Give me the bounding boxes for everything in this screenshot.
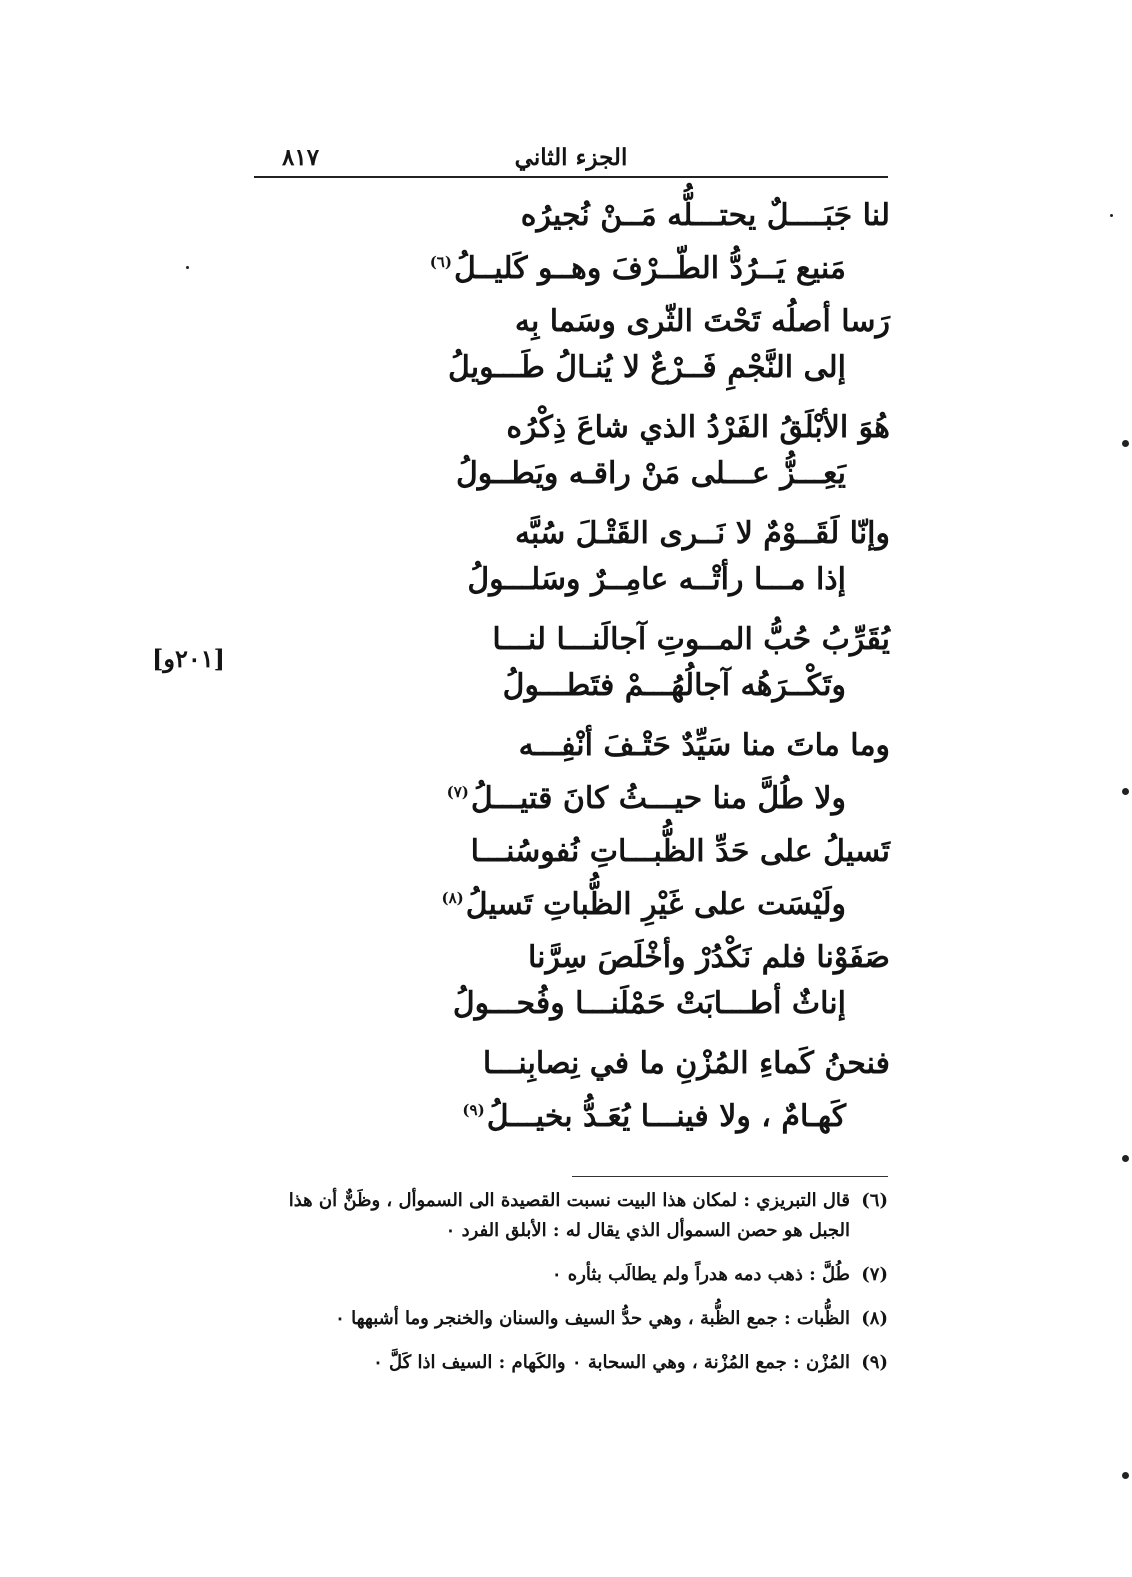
page-header <box>254 140 888 176</box>
second-hemistich <box>447 772 846 819</box>
footnote-text: الظُّبات : جمع الظُّبة ، وهي حدُّ السيف والسنان والخنجر وما أشبهها ٠ <box>335 1308 850 1329</box>
hemistich-text: إلى النَّجْمِ فَــرْعٌ لا يُنـالُ طَـــويلُ <box>448 350 846 385</box>
hemistich-text: إناثٌ أطـــابَتْ حَمْلَنـــا وفُحـــولُ <box>452 986 846 1021</box>
footnote-number: (٧) <box>861 1264 888 1285</box>
scan-speck <box>1110 214 1113 217</box>
hemistich-text: مَنيع يَــرُدُّ الطّــرْفَ وهــو كَليــلُ <box>453 251 846 286</box>
footnote-rule <box>572 1176 888 1177</box>
verse <box>250 932 890 1038</box>
footnote-number: (٦) <box>861 1190 888 1211</box>
first-hemistich: لنا جَبَــــلٌ يحتـــلُّه مَــنْ نُجيرُه <box>520 198 890 233</box>
verse <box>250 402 890 508</box>
second-hemistich <box>453 984 846 1024</box>
verse <box>250 614 890 720</box>
footnote <box>250 1348 888 1378</box>
scan-speck <box>1122 1472 1129 1479</box>
margin-note: [٢٠١و] <box>152 644 225 673</box>
verse <box>250 826 890 932</box>
footnote-number: (٨) <box>861 1308 888 1329</box>
footnote <box>250 1304 888 1334</box>
hemistich-text: كَهـامٌ ، ولا فينـــا يُعَـدُّ بخيـــلُ <box>486 1099 846 1134</box>
first-hemistich: فنحنُ كَماءِ المُزْنِ ما في نِصابِنـــا <box>482 1046 890 1081</box>
footnote-text: المُزْن : جمع المُزْنة ، وهي السحابة ٠ والكَهام : السيف اذا كَلَّ ٠ <box>373 1352 850 1373</box>
poem <box>250 190 890 1144</box>
first-hemistich: هُوَ الأبْلَقُ الفَرْدُ الذي شاعَ ذِكْرُه <box>506 410 890 445</box>
verse <box>250 720 890 826</box>
hemistich-text: إذا مـــا رأتْــه عامِــرٌ وسَلـــولُ <box>467 562 846 597</box>
first-hemistich: يُقَرِّبُ حُبُّ المــوتِ آجالَنـــا لنـــا <box>492 622 890 657</box>
first-hemistich: صَفَوْنا فلم نَكْدُرْ وأخْلَصَ سِرَّنا <box>527 940 890 975</box>
first-hemistich: رَسا أصلُه تَحْتَ الثّرى وسَما بِه <box>514 304 890 339</box>
second-hemistich <box>467 560 846 600</box>
footnote-ref: (٧) <box>446 783 469 801</box>
scan-speck <box>186 266 189 269</box>
footnote-text: قال التبريزي : لمكان هذا البيت نسبت القصيدة الى السموأل ، وظَنٌّ أن هذا الجبل هو حصن السموأل الذي يقال له : الأبلق الفرد ٠ <box>288 1190 850 1241</box>
scan-speck <box>1122 440 1129 447</box>
verse <box>250 190 890 296</box>
scan-speck <box>1122 1155 1129 1162</box>
footnote-ref: (٦) <box>429 253 452 271</box>
hemistich-text: ولا طُلَّ منا حيـــثُ كانَ قتيـــلُ <box>470 781 846 816</box>
first-hemistich: وإنّا لَقَــوْمٌ لا نَــرى القَتْـلَ سُبَّه <box>514 516 890 551</box>
page-number: ٨١٧ <box>282 144 320 171</box>
second-hemistich <box>462 1090 846 1137</box>
hemistich-text: يَعِـــزُّ عـــلى مَنْ راقـه ويَطــولُ <box>456 456 846 491</box>
footnote-ref: (٩) <box>462 1101 485 1119</box>
verse <box>250 296 890 402</box>
footnote <box>250 1186 888 1246</box>
second-hemistich <box>456 454 846 494</box>
footnote-text: طُلَّ : ذهب دمه هدراً ولم يطالَب بثأره ٠ <box>551 1264 850 1285</box>
second-hemistich <box>430 242 846 289</box>
footnotes <box>250 1186 888 1392</box>
first-hemistich: وما ماتَ منا سَيِّدٌ حَتْـفَ أنْفِـــه <box>518 728 890 763</box>
footnote-number: (٩) <box>861 1352 888 1373</box>
hemistich-text: وتَكْــرَهُه آجالُهُـــمْ فتَطـــولُ <box>502 668 846 703</box>
footnote <box>250 1260 888 1290</box>
second-hemistich <box>448 348 846 388</box>
running-head: الجزء الثاني <box>514 144 628 171</box>
verse <box>250 508 890 614</box>
first-hemistich: تَسيلُ على حَدِّ الظُّبـــاتِ نُفوسُنـــا <box>470 834 890 869</box>
second-hemistich <box>503 666 846 706</box>
verse <box>250 1038 890 1144</box>
scan-speck <box>1122 788 1129 795</box>
header-rule <box>254 176 888 178</box>
hemistich-text: ولَيْسَت على غَيْرِ الظُّباتِ تَسيلُ <box>465 887 846 922</box>
footnote-ref: (٨) <box>441 889 464 907</box>
second-hemistich <box>442 878 847 925</box>
